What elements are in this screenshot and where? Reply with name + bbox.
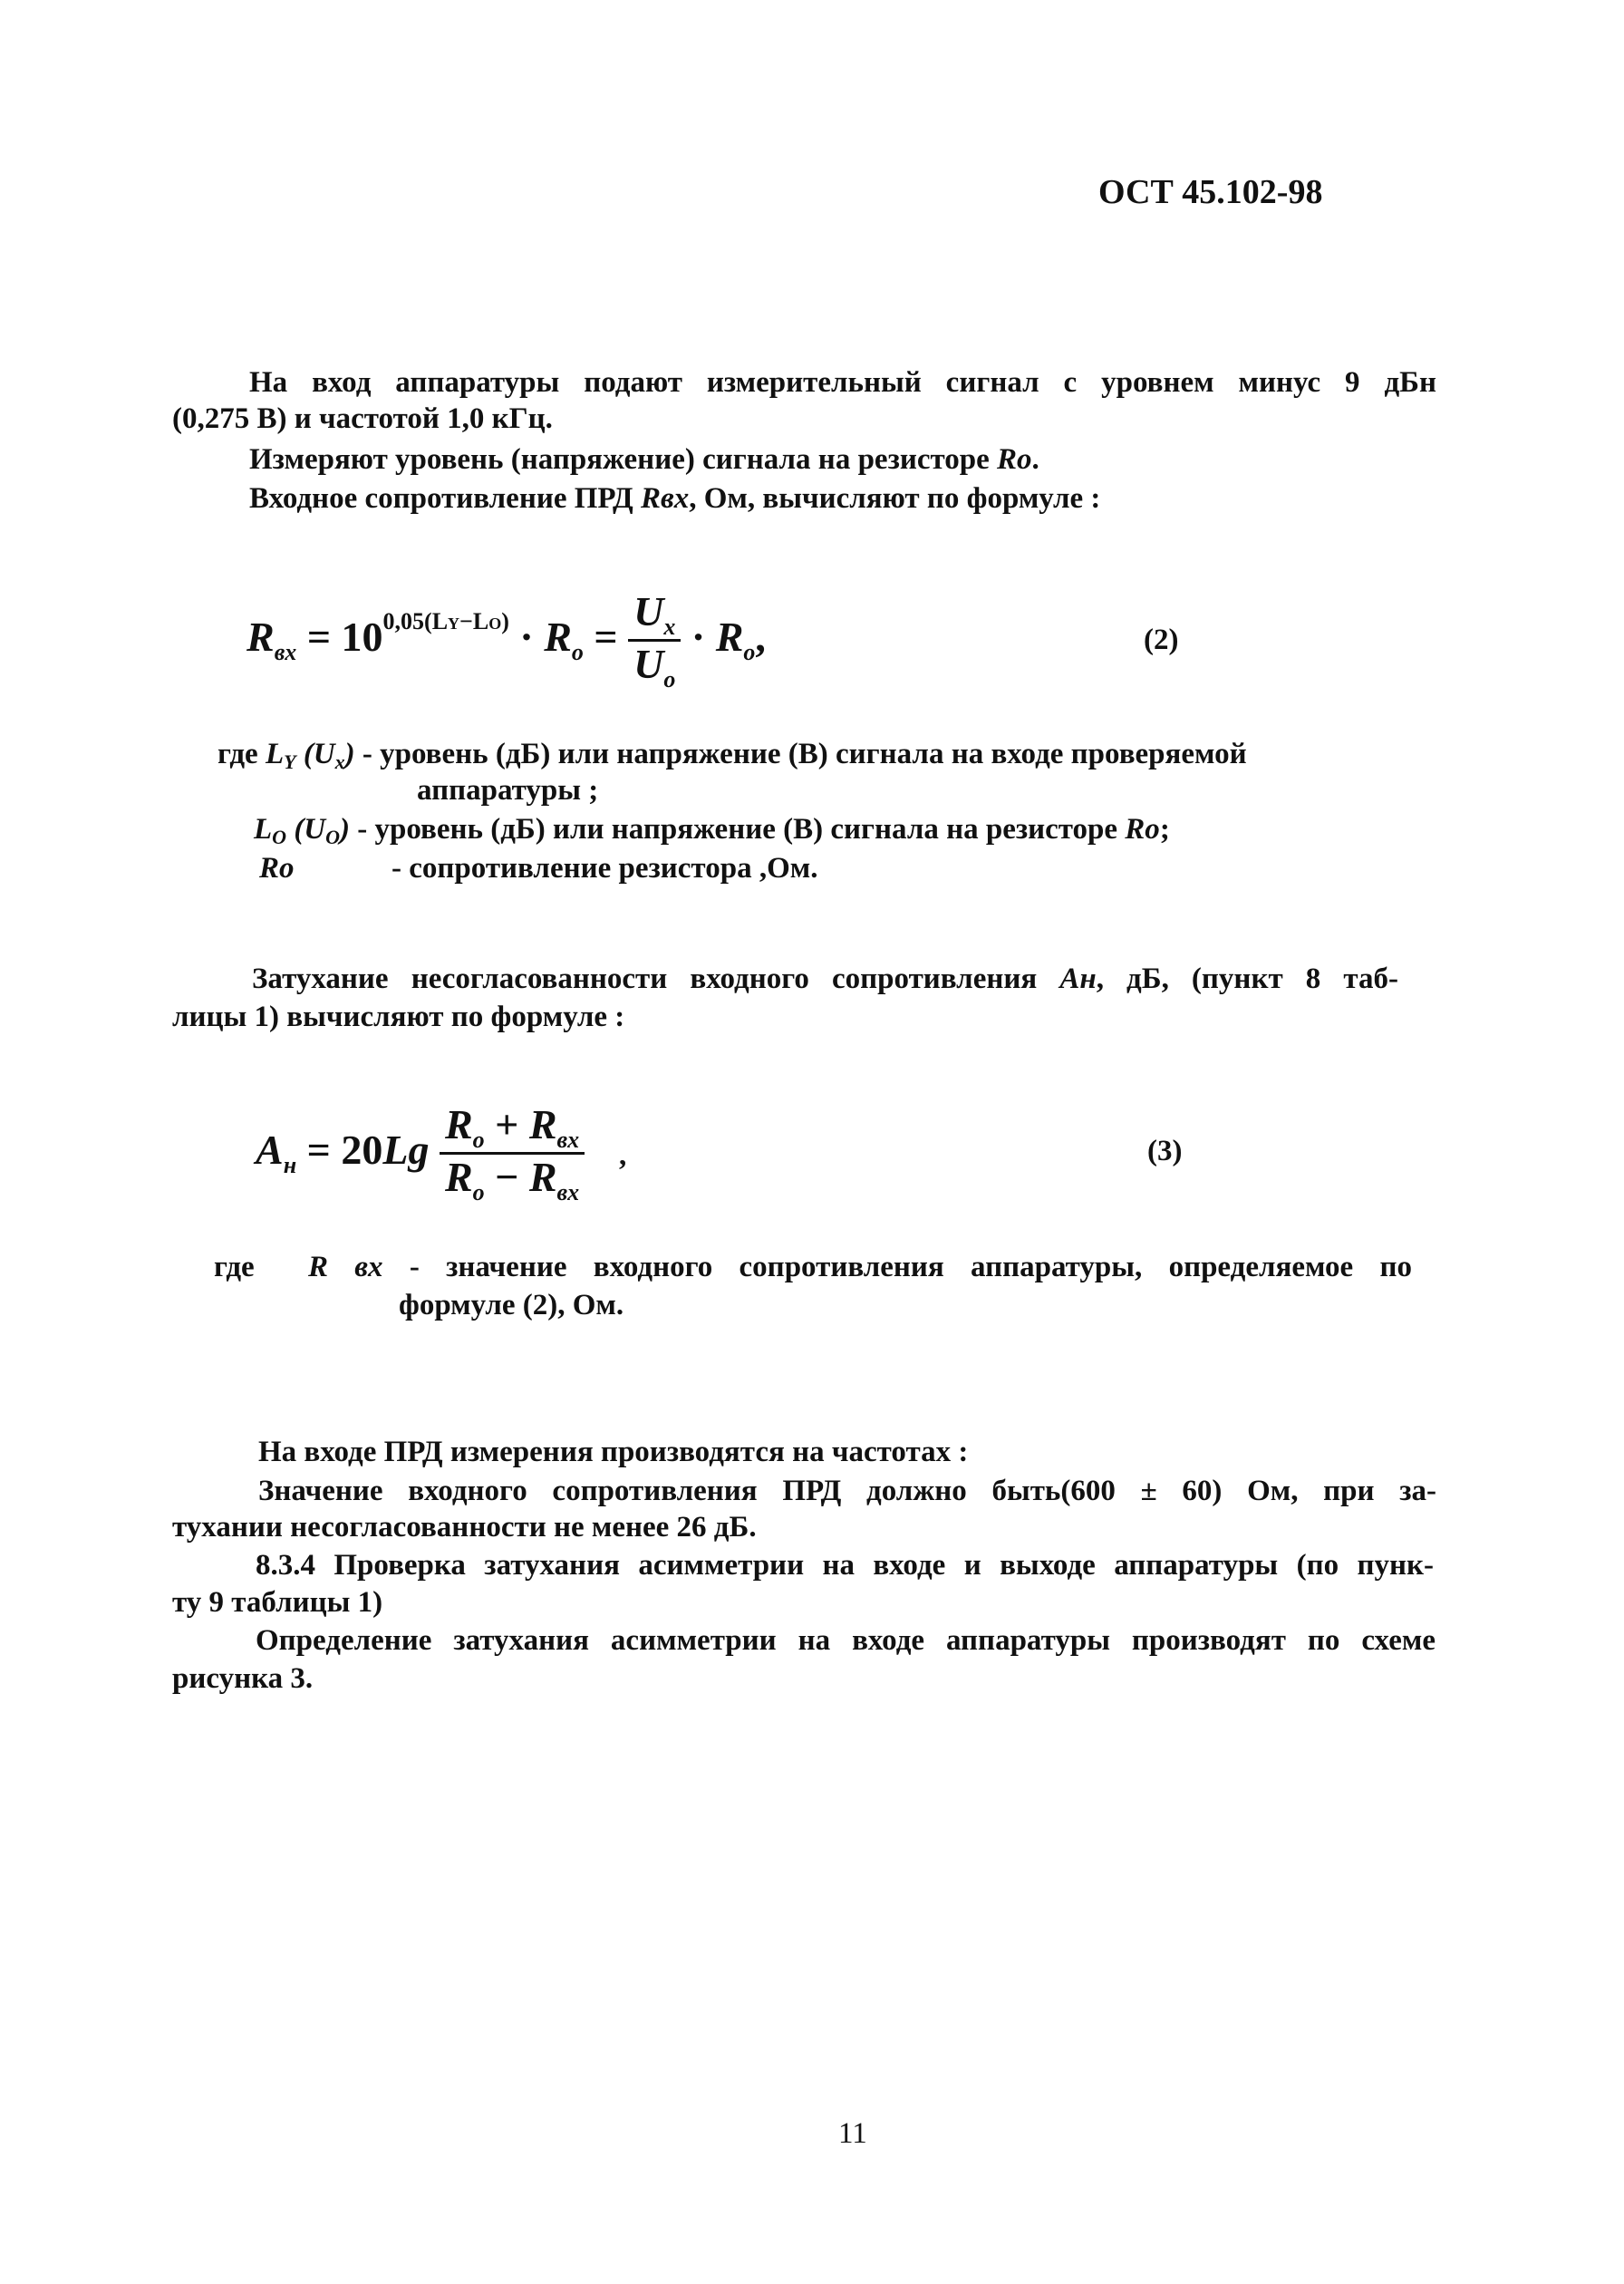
formula-2-fraction: $\frac{U_x}{U_o}$: [628, 591, 681, 692]
paragraph-3-line-3: тухании несогласованности не менее 26 дБ.: [172, 1511, 757, 1544]
paragraph-3-line-1: На входе ПРД измерения производятся на частотах :: [258, 1436, 969, 1468]
formula-3: $A_н = 20Lg$ $\frac{R_o + R_{вх}}{R_o - R_{вх}}$: [256, 1104, 585, 1205]
where-1-line-3-symbol: Ro: [259, 852, 295, 885]
formula-2: $R_{вх} = 10^{0,05(LY-LO)} \cdot R_o$ = $\frac{U_x}{U_o}$ · $R_o$,: [246, 588, 766, 692]
paragraph-2-line-1: Затухание несогласованности входного сопротивления Ан, дБ, (пункт 8 таб-: [252, 963, 1399, 995]
where-1-line-2: LO (UO) - уровень (дБ) или напряжение (В) сигнала на резисторе Ro;: [254, 813, 1170, 848]
where-2-line-1: R вх - значение входного сопротивления аппаратуры, определяемое по: [308, 1251, 1412, 1283]
paragraph-3-line-7: рисунка 3.: [172, 1662, 314, 1695]
where-2-label: где: [214, 1251, 255, 1283]
where-1-line-1: где LY (Ux) - уровень (дБ) или напряжение (В) сигнала на входе проверяемой: [218, 738, 1247, 773]
formula-2-number: (2): [1144, 624, 1179, 656]
formula-3-fraction: $\frac{R_o + R_{вх}}{R_o - R_{вх}}$: [440, 1104, 585, 1205]
paragraph-1-line-3: Измеряют уровень (напряжение) сигнала на резисторе Ro.: [249, 443, 1039, 476]
paragraph-3-line-4: 8.3.4 Проверка затухания асимметрии на входе и выходе аппаратуры (по пунк-: [256, 1549, 1434, 1582]
paragraph-3-line-5: ту 9 таблицы 1): [172, 1586, 383, 1619]
paragraph-1-line-4: Входное сопротивление ПРД Rвх, Ом, вычисляют по формуле :: [249, 482, 1101, 515]
paragraph-1-line-1: На вход аппаратуры подают измерительный сигнал с уровнем минус 9 дБн: [249, 366, 1436, 399]
paragraph-1-line-2: (0,275 В) и частотой 1,0 кГц.: [172, 402, 553, 435]
where-2-line-2: формуле (2), Ом.: [399, 1289, 624, 1321]
paragraph-3-line-2: Значение входного сопротивления ПРД должно быть(600 ± 60) Ом, при за-: [258, 1475, 1436, 1507]
where-1-line-3-text: - сопротивление резистора ,Ом.: [392, 852, 818, 885]
formula-3-number: (3): [1147, 1135, 1183, 1167]
where-1-line-1-continuation: аппаратуры ;: [417, 774, 599, 807]
document-code: ОСТ 45.102-98: [1098, 173, 1323, 211]
formula-3-comma: ,: [619, 1139, 627, 1172]
paragraph-2-line-2: лицы 1) вычисляют по формуле :: [172, 1001, 625, 1033]
page-number: 11: [838, 2117, 867, 2150]
paragraph-3-line-6: Определение затухания асимметрии на входе аппаратуры производят по схеме: [256, 1624, 1436, 1657]
